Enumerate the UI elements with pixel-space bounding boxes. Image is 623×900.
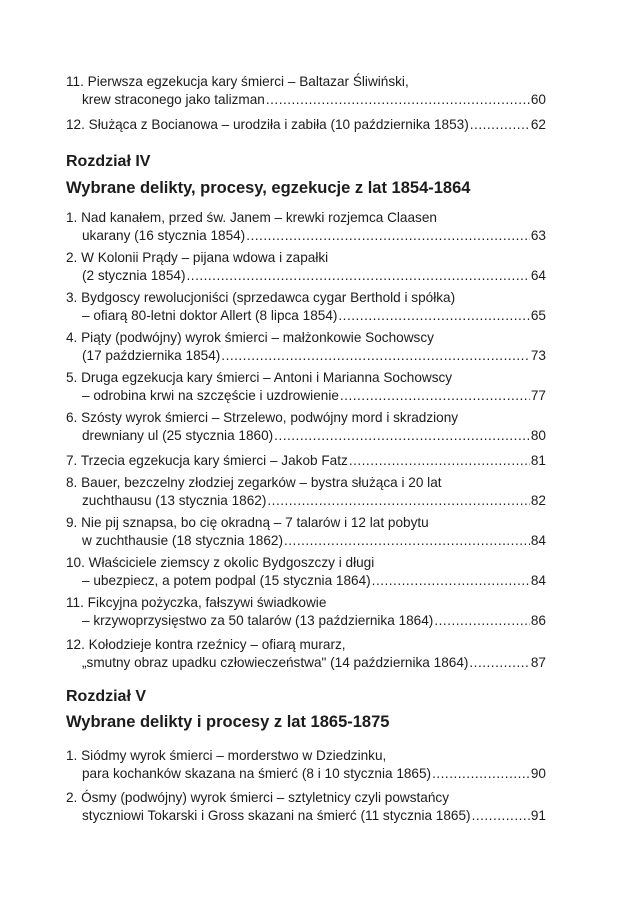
- toc-entry-text: para kochanków skazana na śmierć (8 i 10 stycznia 1865): [82, 766, 432, 781]
- toc-entry-last-line: [66, 572, 546, 590]
- toc-entry-line: 4. Piąty (podwójny) wyrok śmierci – małżonkowie Sochowscy: [66, 330, 434, 345]
- page-number: 80: [530, 428, 546, 443]
- dot-leader: [372, 572, 530, 590]
- toc-entry[interactable]: [66, 289, 546, 325]
- toc-entry-text: ukarany (16 stycznia 1854): [82, 228, 246, 243]
- toc-entry-text: – odrobina krwi na szczęście i uzdrowienie: [82, 388, 339, 403]
- dot-leader: [470, 116, 530, 134]
- toc-entry[interactable]: [66, 747, 546, 783]
- page-number: 90: [530, 766, 546, 781]
- toc-entry-line: 1. Siódmy wyrok śmierci – morderstwo w Dziedzinku,: [66, 748, 387, 763]
- dot-leader: [469, 654, 529, 672]
- chapter-title: Wybrane delikty, procesy, egzekucje z lat 1854-1864: [66, 179, 471, 197]
- page-number: 91: [530, 808, 546, 823]
- page-number: 84: [530, 573, 546, 588]
- toc-entry[interactable]: [66, 789, 546, 825]
- toc-entry-text: w zuchthausie (18 stycznia 1862): [82, 533, 283, 548]
- dot-leader: [349, 452, 530, 470]
- page-number: 63: [530, 228, 546, 243]
- toc-entry-last-line: [66, 267, 546, 285]
- toc-entry[interactable]: [66, 594, 546, 630]
- toc-entry-line: 6. Szósty wyrok śmierci – Strzelewo, podwójny mord i skradziony: [66, 410, 459, 425]
- dot-leader: [434, 612, 530, 630]
- dot-leader: [266, 91, 530, 109]
- toc-entry-last-line: [66, 492, 546, 510]
- dot-leader: [338, 307, 529, 325]
- page-number: 81: [530, 453, 546, 468]
- toc-entry-line: 3. Bydgoscy rewolucjoniści (sprzedawca cygar Berthold i spółka): [66, 290, 456, 305]
- toc-entry-line: 10. Właściciele ziemscy z okolic Bydgoszczy i długi: [66, 555, 375, 570]
- toc-entry-line: 9. Nie pij sznapsa, bo cię okradną – 7 talarów i 12 lat pobytu: [66, 515, 429, 530]
- toc-entry-text: drewniany ul (25 stycznia 1860): [82, 428, 274, 443]
- page-number: 82: [530, 493, 546, 508]
- page-number: 77: [530, 388, 546, 403]
- toc-entry-last-line: [66, 91, 546, 109]
- toc-entry-text: krew straconego jako talizman: [82, 92, 265, 107]
- toc-entry-last-line: [66, 612, 546, 630]
- toc-entry[interactable]: [66, 409, 546, 445]
- dot-leader: [221, 347, 530, 365]
- toc-entry-last-line: [66, 654, 546, 672]
- toc-entry-text: – ubezpiecz, a potem podpal (15 stycznia 1864): [82, 573, 371, 588]
- toc-entry-last-line: [66, 227, 546, 245]
- dot-leader: [246, 227, 530, 245]
- toc-entry[interactable]: [66, 554, 546, 590]
- page-number: 60: [530, 92, 546, 107]
- chapter-title: Wybrane delikty i procesy z lat 1865-1875: [66, 713, 390, 731]
- toc-entry-last-line: [66, 387, 546, 405]
- page-number: 73: [530, 348, 546, 363]
- toc-entry-text: (2 stycznia 1854): [82, 268, 186, 283]
- toc-entry[interactable]: [66, 73, 546, 109]
- toc-entry-line: 2. Ósmy (podwójny) wyrok śmierci – sztyletnicy czyli powstańcy: [66, 790, 449, 805]
- toc-entry[interactable]: [66, 209, 546, 245]
- toc-entry[interactable]: [66, 452, 546, 470]
- toc-entry-line: 1. Nad kanałem, przed św. Janem – krewki rozjemca Claasen: [66, 210, 437, 225]
- toc-entry-last-line: [66, 532, 546, 550]
- toc-entry[interactable]: [66, 636, 546, 672]
- toc-entry-line: 11. Pierwsza egzekucja kary śmierci – Baltazar Śliwiński,: [66, 74, 409, 89]
- toc-entry-last-line: [66, 116, 546, 134]
- dot-leader: [284, 532, 530, 550]
- toc-entry-text: styczniowi Tokarski i Gross skazani na śmierć (11 stycznia 1865): [82, 808, 471, 823]
- toc-entry-line: 12. Kołodzieje kontra rzeźnicy – ofiarą murarz,: [66, 637, 346, 652]
- toc-entry-line: 2. W Kolonii Prądy – pijana wdowa i zapałki: [66, 250, 329, 265]
- toc-entry[interactable]: [66, 329, 546, 365]
- toc-entry-text: 7. Trzecia egzekucja kary śmierci – Jakob Fatz: [66, 453, 348, 468]
- toc-entry[interactable]: [66, 249, 546, 285]
- dot-leader: [187, 267, 530, 285]
- toc-entry-text: (17 października 1854): [82, 348, 221, 363]
- dot-leader: [267, 492, 529, 510]
- page-number: 62: [530, 117, 546, 132]
- dot-leader: [274, 427, 530, 445]
- dot-leader: [432, 765, 530, 783]
- toc-entry-last-line: [66, 307, 546, 325]
- page-number: 87: [530, 655, 546, 670]
- toc-entry-text: „smutny obraz upadku człowieczeństwa" (14 października 1864): [82, 655, 469, 670]
- toc-entry-text: zuchthausu (13 stycznia 1862): [82, 493, 267, 508]
- toc-entry-text: – ofiarą 80-letni doktor Allert (8 lipca 1854): [82, 308, 338, 323]
- dot-leader: [472, 807, 530, 825]
- page-number: 64: [530, 268, 546, 283]
- toc-entry-last-line: [66, 765, 546, 783]
- chapter-label: Rozdział IV: [66, 153, 151, 170]
- toc-entry-last-line: [66, 427, 546, 445]
- page-number: 84: [530, 533, 546, 548]
- toc-entry-last-line: [66, 452, 546, 470]
- toc-entry-last-line: [66, 807, 546, 825]
- toc-entry-line: 5. Druga egzekucja kary śmierci – Antoni i Marianna Sochowscy: [66, 370, 453, 385]
- toc-entry-line: 8. Bauer, bezczelny złodziej zegarków – bystra służąca i 20 lat: [66, 475, 442, 490]
- dot-leader: [340, 387, 530, 405]
- toc-entry[interactable]: [66, 369, 546, 405]
- toc-entry-line: 11. Fikcyjna pożyczka, fałszywi świadkowie: [66, 595, 327, 610]
- toc-entry-last-line: [66, 347, 546, 365]
- page-number: 65: [530, 308, 546, 323]
- chapter-label: Rozdział V: [66, 688, 147, 705]
- toc-entry[interactable]: [66, 116, 546, 134]
- toc-entry[interactable]: [66, 514, 546, 550]
- toc-entry-text: – krzywoprzysięstwo za 50 talarów (13 października 1864): [82, 613, 434, 628]
- toc-entry-text: 12. Służąca z Bocianowa – urodziła i zabiła (10 października 1853): [66, 117, 469, 132]
- toc-entry[interactable]: [66, 474, 546, 510]
- page-number: 86: [530, 613, 546, 628]
